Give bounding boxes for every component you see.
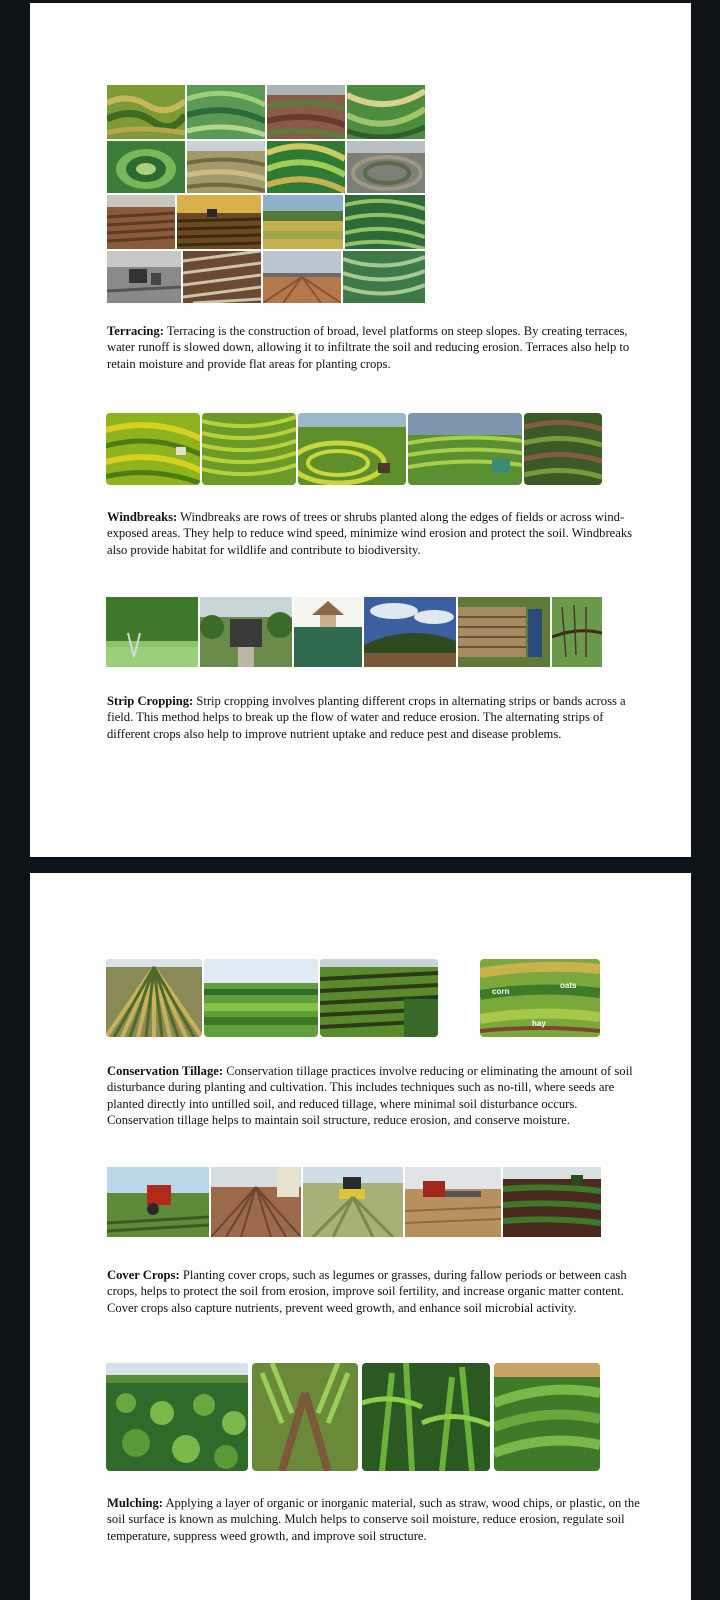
strip-cropping-heading: Strip Cropping:: [107, 694, 194, 708]
strip-crop-photo: [106, 959, 202, 1037]
windbreaks-photo-strip: [106, 597, 602, 667]
contour-photo: [107, 85, 185, 139]
strip-crop-photo: [204, 959, 318, 1037]
contour-photo: [343, 251, 425, 303]
windbreaks-text: Windbreaks are rows of trees or shrubs planted along the edges of fields or across wind-exposed areas. They help to reduce wind speed, minimize wind erosion and protect the soil. Windbreaks also provide habitat for wildlife and contribute to biodiversity.: [107, 510, 633, 557]
corn-label: corn: [492, 987, 510, 996]
windbreak-photo: [364, 597, 456, 667]
windbreaks-heading: Windbreaks:: [107, 510, 178, 524]
cover-crops-heading: Cover Crops:: [107, 1268, 180, 1282]
contour-photo: [263, 195, 343, 249]
document-page-2: [30, 873, 691, 1600]
conservation-tillage-text: Conservation tillage practices involve reducing or eliminating the amount of soil disturbance during planting and cultivation. This includes techniques such as no-till, where seeds are planted directly into untilled soil, and reduced tillage, where minimal soil disturbance occurs. Conservation tillage helps to maintain soil structure, reduce erosion, and conserve moisture.: [107, 1064, 633, 1128]
contour-photo: [267, 141, 345, 193]
crop-field-photo: [252, 1363, 358, 1471]
contour-photo: [107, 141, 185, 193]
contour-photo: [183, 251, 261, 303]
crop-field-photo: [106, 1363, 248, 1471]
windbreak-photo: [458, 597, 550, 667]
mulching-paragraph: [107, 1495, 643, 1544]
windbreaks-paragraph: [107, 509, 643, 558]
terracing-photo-strip: [106, 413, 602, 485]
terrace-photo: [408, 413, 522, 485]
mulching-photo-strip: [106, 1363, 600, 1471]
contour-photo: [345, 195, 425, 249]
conservation-tillage-heading: Conservation Tillage:: [107, 1064, 224, 1078]
contour-photo: [267, 85, 345, 139]
contour-photo: [263, 251, 341, 303]
contour-photo: [347, 85, 425, 139]
contour-farming-collage: [107, 85, 425, 303]
tillage-photo: [303, 1167, 403, 1237]
terracing-paragraph: [107, 323, 643, 372]
windbreak-photo: [294, 597, 362, 667]
tillage-photo-strip: [107, 1167, 601, 1237]
mulching-text: Applying a layer of organic or inorganic material, such as straw, wood chips, or plastic, on the soil surface is known as mulching. Mulch helps to conserve soil moisture, reduce erosion, regulate soil temperature, suppress weed growth, and improve soil structure.: [107, 1496, 640, 1543]
crop-field-photo: [362, 1363, 490, 1471]
terrace-photo: [524, 413, 602, 485]
strip-cropping-paragraph: [107, 693, 643, 742]
windbreak-photo: [552, 597, 602, 667]
windbreak-photo: [106, 597, 198, 667]
terracing-text: Terracing is the construction of broad, level platforms on steep slopes. By creating terraces, water runoff is slowed down, allowing it to infiltrate the soil and reducing erosion. Terraces also help to retain moisture and provide flat areas for planting crops.: [107, 324, 630, 371]
tillage-photo: [107, 1167, 209, 1237]
contour-photo: [177, 195, 261, 249]
contour-photo: [187, 141, 265, 193]
cover-crops-text: Planting cover crops, such as legumes or grasses, during fallow periods or between cash crops, helps to protect the soil from erosion, improve soil fertility, and increase organic matter content. Cover crops also capture nutrients, prevent weed growth, and enhance soil microbial activity.: [107, 1268, 627, 1315]
contour-photo: [347, 141, 425, 193]
contour-photo: [107, 251, 181, 303]
strip-cropping-photo-strip: [106, 959, 600, 1037]
tillage-photo: [503, 1167, 601, 1237]
oats-label: oats: [560, 981, 577, 990]
strip-crop-photo: [480, 959, 600, 1037]
terrace-photo: [298, 413, 406, 485]
mulching-heading: Mulching:: [107, 1496, 163, 1510]
document-page-1: [30, 3, 691, 857]
contour-photo: [187, 85, 265, 139]
contour-photo: [107, 195, 175, 249]
strip-crop-photo: [320, 959, 438, 1037]
cover-crops-paragraph: [107, 1267, 643, 1316]
terrace-photo: [106, 413, 200, 485]
conservation-tillage-paragraph: [107, 1063, 643, 1129]
windbreak-photo: [200, 597, 292, 667]
tillage-photo: [211, 1167, 301, 1237]
tillage-photo: [405, 1167, 501, 1237]
terrace-photo: [202, 413, 296, 485]
hay-label: hay: [532, 1019, 546, 1028]
terracing-heading: Terracing:: [107, 324, 164, 338]
crop-field-photo: [494, 1363, 600, 1471]
strip-cropping-text: Strip cropping involves planting different crops in alternating strips or bands across a field. This method helps to break up the flow of water and reduce erosion. The alternating strips of different crops also help to improve nutrient uptake and reduce pest and disease problems.: [107, 694, 626, 741]
